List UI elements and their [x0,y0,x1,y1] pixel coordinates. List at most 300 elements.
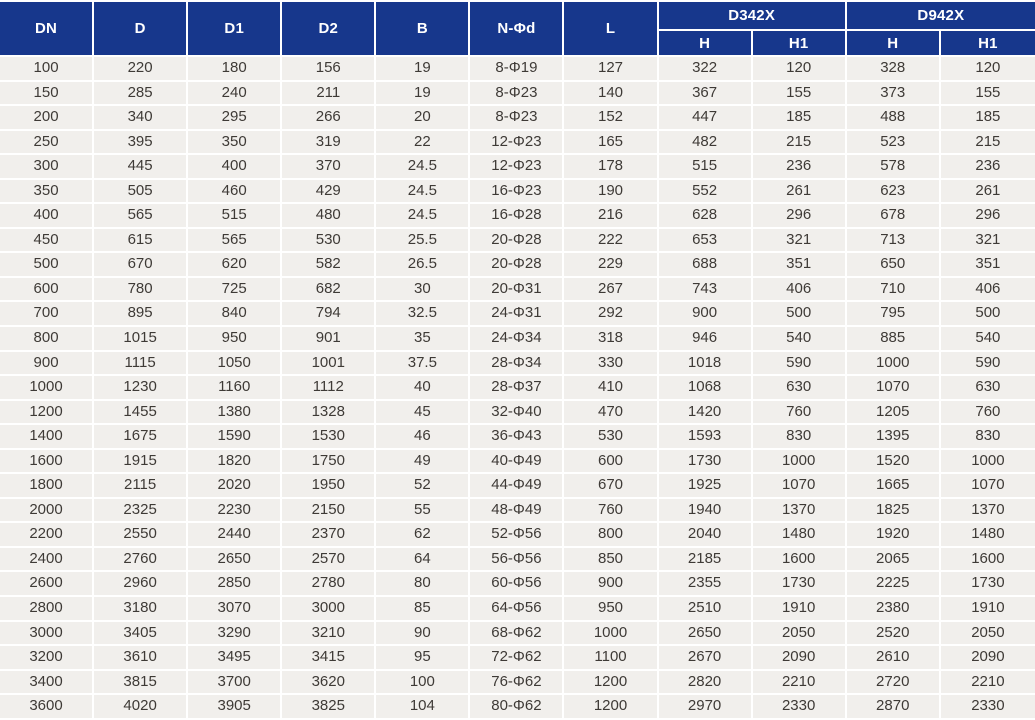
table-cell: 3905 [188,695,282,718]
table-cell: 1925 [659,474,753,499]
table-cell: 3070 [188,597,282,622]
table-cell: 1070 [941,474,1035,499]
table-row [0,622,1035,647]
table-cell: 2380 [847,597,941,622]
table-cell: 200 [0,106,94,131]
table-cell: 429 [282,180,376,205]
table-cell: 682 [282,278,376,303]
table-cell: 2020 [188,474,282,499]
table-cell: 155 [941,82,1035,107]
table-cell: 52 [376,474,470,499]
table-cell: 1100 [564,646,658,671]
table-cell: 950 [564,597,658,622]
table-cell: 2820 [659,671,753,696]
table-row [0,131,1035,156]
table-cell: 600 [0,278,94,303]
table-cell: 2760 [94,548,188,573]
table-cell: 1480 [753,523,847,548]
table-cell: 1915 [94,450,188,475]
table-cell: 895 [94,302,188,327]
table-cell: 211 [282,82,376,107]
table-cell: 95 [376,646,470,671]
col-header-dn: DN [0,2,94,57]
table-cell: 406 [753,278,847,303]
table-row [0,474,1035,499]
table-cell: 150 [0,82,94,107]
table-cell: 56-Φ56 [470,548,564,573]
table-cell: 236 [753,155,847,180]
table-cell: 445 [94,155,188,180]
table-row [0,155,1035,180]
table-row [0,204,1035,229]
table-cell: 340 [94,106,188,131]
table-row [0,376,1035,401]
table-cell: 2670 [659,646,753,671]
table-cell: 20 [376,106,470,131]
table-cell: 2065 [847,548,941,573]
table-cell: 1910 [753,597,847,622]
table-cell: 2355 [659,572,753,597]
table-cell: 500 [941,302,1035,327]
table-cell: 100 [0,57,94,82]
table-cell: 2800 [0,597,94,622]
table-cell: 800 [0,327,94,352]
table-cell: 19 [376,82,470,107]
table-cell: 688 [659,253,753,278]
table-cell: 2520 [847,622,941,647]
table-cell: 1000 [941,450,1035,475]
table-cell: 1000 [847,352,941,377]
table-cell: 946 [659,327,753,352]
table-cell: 49 [376,450,470,475]
table-cell: 19 [376,57,470,82]
table-cell: 1395 [847,425,941,450]
table-cell: 295 [188,106,282,131]
table-cell: 24-Φ31 [470,302,564,327]
table-cell: 2330 [941,695,1035,718]
table-cell: 351 [753,253,847,278]
table-cell: 1001 [282,352,376,377]
table-cell: 3400 [0,671,94,696]
table-cell: 1200 [0,401,94,426]
table-cell: 32.5 [376,302,470,327]
table-cell: 321 [941,229,1035,254]
table-cell: 40 [376,376,470,401]
table-cell: 20-Φ28 [470,229,564,254]
table-cell: 2440 [188,523,282,548]
table-cell: 460 [188,180,282,205]
table-cell: 62 [376,523,470,548]
table-cell: 215 [941,131,1035,156]
table-cell: 60-Φ56 [470,572,564,597]
table-cell: 2610 [847,646,941,671]
table-row [0,82,1035,107]
table-cell: 261 [941,180,1035,205]
table-cell: 500 [0,253,94,278]
table-cell: 885 [847,327,941,352]
table-cell: 2210 [941,671,1035,696]
table-cell: 1018 [659,352,753,377]
table-cell: 1200 [564,695,658,718]
table-cell: 229 [564,253,658,278]
table-row [0,695,1035,718]
table-cell: 32-Φ40 [470,401,564,426]
table-cell: 505 [94,180,188,205]
table-cell: 1068 [659,376,753,401]
table-cell: 620 [188,253,282,278]
table-cell: 1015 [94,327,188,352]
table-cell: 540 [941,327,1035,352]
table-cell: 1370 [941,499,1035,524]
table-cell: 830 [753,425,847,450]
table-cell: 1910 [941,597,1035,622]
table-cell: 24.5 [376,204,470,229]
table-cell: 670 [564,474,658,499]
table-cell: 216 [564,204,658,229]
table-cell: 565 [188,229,282,254]
table-cell: 2050 [941,622,1035,647]
table-cell: 3495 [188,646,282,671]
table-cell: 650 [847,253,941,278]
table-cell: 127 [564,57,658,82]
table-cell: 1825 [847,499,941,524]
table-cell: 530 [564,425,658,450]
col-header-d2: D2 [282,2,376,57]
table-cell: 653 [659,229,753,254]
table-cell: 140 [564,82,658,107]
table-cell: 185 [941,106,1035,131]
table-cell: 1070 [847,376,941,401]
table-row [0,352,1035,377]
table-cell: 350 [188,131,282,156]
table-row [0,572,1035,597]
table-cell: 236 [941,155,1035,180]
table-row [0,253,1035,278]
table-cell: 400 [188,155,282,180]
table-cell: 3180 [94,597,188,622]
table-cell: 2325 [94,499,188,524]
table-cell: 830 [941,425,1035,450]
table-cell: 25.5 [376,229,470,254]
table-cell: 1800 [0,474,94,499]
table-cell: 2720 [847,671,941,696]
table-cell: 104 [376,695,470,718]
col-group-d342x: D342X [659,2,847,31]
table-cell: 322 [659,57,753,82]
table-cell: 795 [847,302,941,327]
table-cell: 1000 [753,450,847,475]
table-cell: 1750 [282,450,376,475]
table-cell: 710 [847,278,941,303]
table-cell: 1370 [753,499,847,524]
table-cell: 2850 [188,572,282,597]
table-cell: 1328 [282,401,376,426]
table-body [0,57,1035,718]
table-cell: 215 [753,131,847,156]
table-cell: 2090 [941,646,1035,671]
table-cell: 64 [376,548,470,573]
table-cell: 1600 [0,450,94,475]
table-cell: 760 [564,499,658,524]
table-cell: 12-Φ23 [470,131,564,156]
table-row [0,106,1035,131]
table-cell: 3405 [94,622,188,647]
table-cell: 285 [94,82,188,107]
table-cell: 16-Φ23 [470,180,564,205]
table-cell: 20-Φ31 [470,278,564,303]
table-cell: 1050 [188,352,282,377]
table-cell: 46 [376,425,470,450]
table-cell: 552 [659,180,753,205]
table-cell: 590 [753,352,847,377]
header-group-row [0,2,1035,31]
col-header-b: B [376,2,470,57]
table-cell: 40-Φ49 [470,450,564,475]
table-cell: 713 [847,229,941,254]
table-cell: 328 [847,57,941,82]
table-cell: 630 [941,376,1035,401]
table-cell: 2870 [847,695,941,718]
table-cell: 55 [376,499,470,524]
table-cell: 406 [941,278,1035,303]
table-cell: 185 [753,106,847,131]
table-cell: 1600 [753,548,847,573]
table-cell: 267 [564,278,658,303]
table-cell: 1420 [659,401,753,426]
table-cell: 1530 [282,425,376,450]
col-header-l: L [564,2,658,57]
table-cell: 400 [0,204,94,229]
table-cell: 900 [0,352,94,377]
table-row [0,229,1035,254]
table-cell: 319 [282,131,376,156]
table-cell: 1593 [659,425,753,450]
table-cell: 165 [564,131,658,156]
table-cell: 578 [847,155,941,180]
table-cell: 37.5 [376,352,470,377]
table-cell: 743 [659,278,753,303]
table-cell: 700 [0,302,94,327]
table-cell: 590 [941,352,1035,377]
table-cell: 266 [282,106,376,131]
table-cell: 523 [847,131,941,156]
table-cell: 180 [188,57,282,82]
table-row [0,302,1035,327]
table-cell: 2510 [659,597,753,622]
table-cell: 2570 [282,548,376,573]
table-cell: 3210 [282,622,376,647]
table-cell: 120 [941,57,1035,82]
table-cell: 582 [282,253,376,278]
table-cell: 2550 [94,523,188,548]
table-row [0,548,1035,573]
table-cell: 30 [376,278,470,303]
table-cell: 482 [659,131,753,156]
table-cell: 156 [282,57,376,82]
table-cell: 1920 [847,523,941,548]
table-cell: 20-Φ28 [470,253,564,278]
table-cell: 64-Φ56 [470,597,564,622]
table-cell: 1730 [659,450,753,475]
table-cell: 1480 [941,523,1035,548]
table-cell: 90 [376,622,470,647]
table-cell: 240 [188,82,282,107]
table-cell: 2210 [753,671,847,696]
table-cell: 367 [659,82,753,107]
table-cell: 1730 [941,572,1035,597]
table-cell: 395 [94,131,188,156]
table-cell: 530 [282,229,376,254]
table-cell: 2370 [282,523,376,548]
table-cell: 3825 [282,695,376,718]
table-cell: 35 [376,327,470,352]
table-cell: 296 [753,204,847,229]
table-cell: 24.5 [376,155,470,180]
table-cell: 220 [94,57,188,82]
table-cell: 330 [564,352,658,377]
table-row [0,671,1035,696]
table-cell: 3000 [0,622,94,647]
table-cell: 901 [282,327,376,352]
table-row [0,278,1035,303]
table-cell: 800 [564,523,658,548]
table-cell: 488 [847,106,941,131]
table-cell: 1380 [188,401,282,426]
table-cell: 3620 [282,671,376,696]
table-cell: 321 [753,229,847,254]
table-cell: 2960 [94,572,188,597]
table-cell: 840 [188,302,282,327]
table-cell: 670 [94,253,188,278]
table-cell: 76-Φ62 [470,671,564,696]
table-cell: 2970 [659,695,753,718]
table-cell: 100 [376,671,470,696]
table-cell: 447 [659,106,753,131]
col-header-d1: D1 [188,2,282,57]
table-cell: 900 [564,572,658,597]
table-cell: 22 [376,131,470,156]
table-cell: 351 [941,253,1035,278]
table-cell: 1820 [188,450,282,475]
table-cell: 44-Φ49 [470,474,564,499]
table-cell: 261 [753,180,847,205]
table-cell: 373 [847,82,941,107]
table-cell: 292 [564,302,658,327]
table-cell: 1675 [94,425,188,450]
col-header-d342x-h: H [659,31,753,57]
col-header-n-phi-d: N-Φd [470,2,564,57]
table-cell: 1000 [0,376,94,401]
table-cell: 52-Φ56 [470,523,564,548]
table-cell: 950 [188,327,282,352]
table-cell: 850 [564,548,658,573]
col-header-d: D [94,2,188,57]
table-cell: 2150 [282,499,376,524]
table-cell: 80 [376,572,470,597]
table-cell: 1115 [94,352,188,377]
table-cell: 296 [941,204,1035,229]
table-cell: 3815 [94,671,188,696]
table-cell: 250 [0,131,94,156]
col-header-d942x-h: H [847,31,941,57]
table-cell: 1665 [847,474,941,499]
table-cell: 68-Φ62 [470,622,564,647]
table-cell: 2230 [188,499,282,524]
table-cell: 515 [188,204,282,229]
table-cell: 24-Φ34 [470,327,564,352]
table-cell: 794 [282,302,376,327]
table-row [0,425,1035,450]
table-cell: 28-Φ34 [470,352,564,377]
table-cell: 3600 [0,695,94,718]
table-cell: 2650 [188,548,282,573]
table-cell: 450 [0,229,94,254]
table-cell: 2000 [0,499,94,524]
table-cell: 2650 [659,622,753,647]
table-cell: 350 [0,180,94,205]
table-cell: 28-Φ37 [470,376,564,401]
table-cell: 1112 [282,376,376,401]
table-cell: 2780 [282,572,376,597]
table-row [0,523,1035,548]
table-cell: 678 [847,204,941,229]
table-cell: 26.5 [376,253,470,278]
table-row [0,57,1035,82]
table-cell: 1160 [188,376,282,401]
table-cell: 318 [564,327,658,352]
table-cell: 2225 [847,572,941,597]
table-row [0,646,1035,671]
table-cell: 623 [847,180,941,205]
table-cell: 600 [564,450,658,475]
table-cell: 410 [564,376,658,401]
table-cell: 1205 [847,401,941,426]
table-cell: 1455 [94,401,188,426]
table-cell: 1590 [188,425,282,450]
table-cell: 1400 [0,425,94,450]
table-cell: 4020 [94,695,188,718]
table-cell: 222 [564,229,658,254]
table-cell: 1730 [753,572,847,597]
table-cell: 3200 [0,646,94,671]
table-cell: 370 [282,155,376,180]
table-cell: 178 [564,155,658,180]
table-cell: 1000 [564,622,658,647]
table-cell: 85 [376,597,470,622]
table-cell: 2400 [0,548,94,573]
table-cell: 1940 [659,499,753,524]
valve-dimension-table [0,2,1035,718]
table-cell: 152 [564,106,658,131]
table-cell: 725 [188,278,282,303]
table-cell: 8-Φ19 [470,57,564,82]
table-cell: 2040 [659,523,753,548]
table-cell: 155 [753,82,847,107]
table-cell: 470 [564,401,658,426]
table-cell: 1200 [564,671,658,696]
table-cell: 120 [753,57,847,82]
col-header-d942x-h1: H1 [941,31,1035,57]
table-cell: 300 [0,155,94,180]
table-cell: 45 [376,401,470,426]
table-cell: 2600 [0,572,94,597]
table-cell: 8-Φ23 [470,106,564,131]
table-cell: 36-Φ43 [470,425,564,450]
table-cell: 780 [94,278,188,303]
table-cell: 80-Φ62 [470,695,564,718]
table-row [0,401,1035,426]
table-cell: 628 [659,204,753,229]
